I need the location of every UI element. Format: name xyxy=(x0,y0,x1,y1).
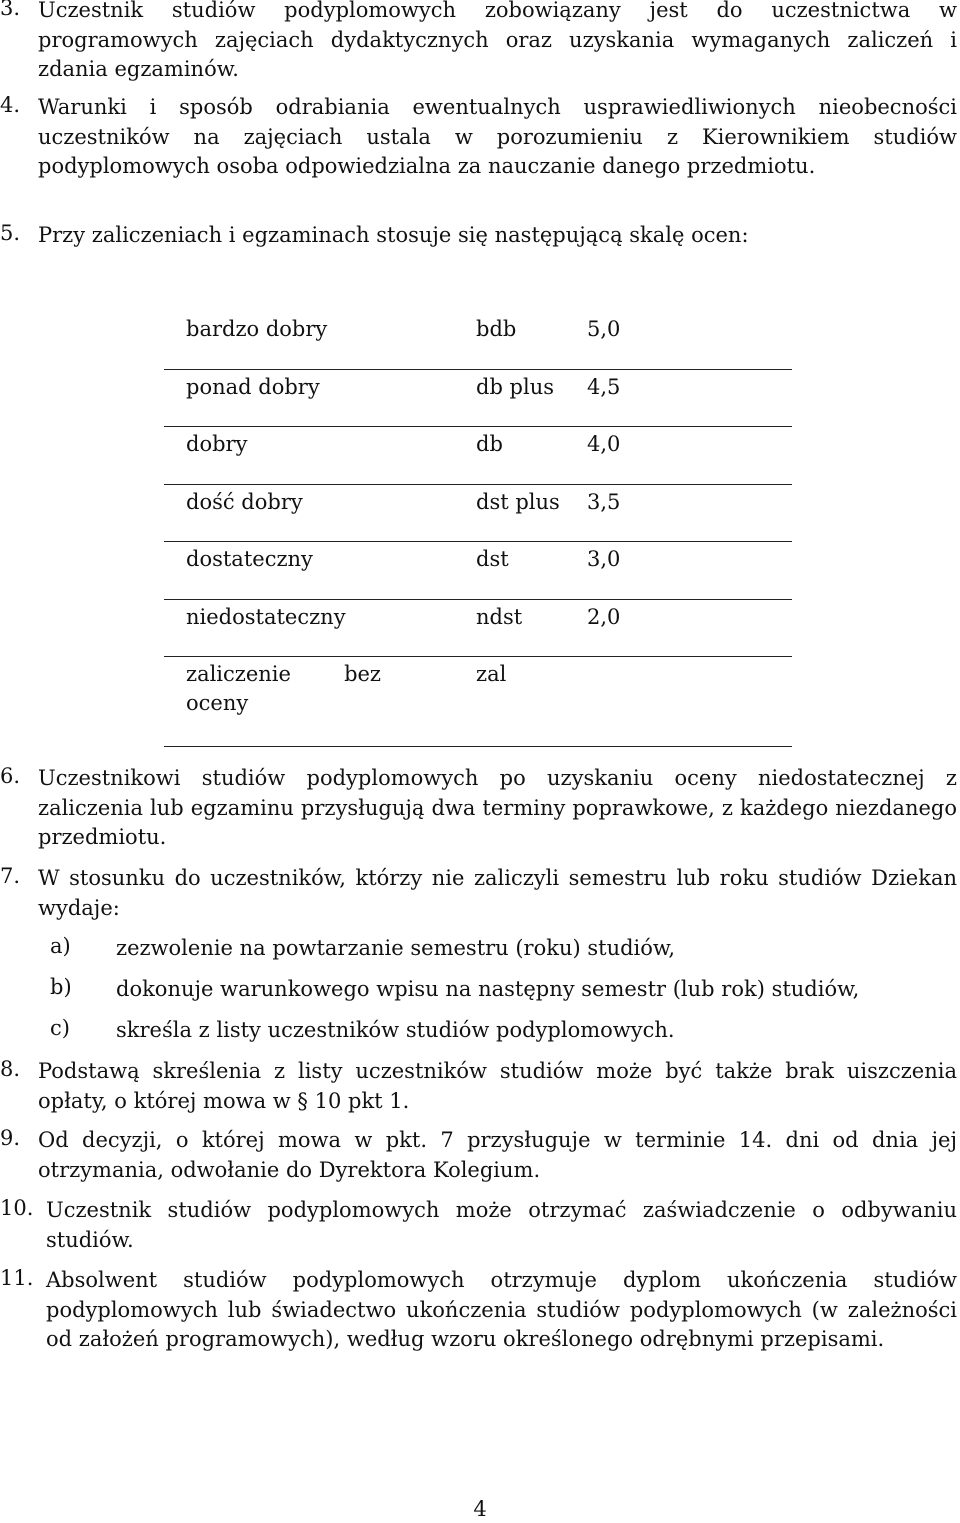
paragraph-number: 4. xyxy=(0,93,21,117)
paragraph-number: 7. xyxy=(0,864,21,888)
table-row xyxy=(164,369,792,427)
table-row xyxy=(164,657,792,747)
grade-name: ponad dobry xyxy=(164,369,456,427)
grade-value: 4,0 xyxy=(581,427,792,485)
grade-name: dobry xyxy=(164,427,456,485)
paragraph-number: 10. xyxy=(0,1196,34,1220)
paragraph-number: 8. xyxy=(0,1057,21,1081)
paragraph-number: 6. xyxy=(0,764,21,788)
grade-value: 2,0 xyxy=(581,599,792,657)
paragraph-6 xyxy=(0,764,957,853)
grade-name xyxy=(164,657,456,747)
grade-value: 3,0 xyxy=(581,542,792,600)
list-text: skreśla z listy uczestników studiów podyplomowych. xyxy=(116,1018,675,1042)
list-label: a) xyxy=(50,934,71,958)
list-label: c) xyxy=(50,1016,70,1040)
table-row xyxy=(164,599,792,657)
grade-abbr: dst xyxy=(456,542,581,600)
table-row xyxy=(164,542,792,600)
paragraph-5 xyxy=(0,221,957,251)
grade-name: dostateczny xyxy=(164,542,456,600)
paragraph-number: 9. xyxy=(0,1126,21,1150)
table-row xyxy=(164,312,792,369)
paragraph-text: Podstawą skreślenia z listy uczestników studiów może być także brak uiszczenia opłaty, o której mowa w § 10 pkt 1. xyxy=(38,1059,957,1113)
grade-name-part: bez xyxy=(344,662,381,686)
table-row xyxy=(164,427,792,485)
paragraph-11 xyxy=(0,1266,957,1355)
list-text: zezwolenie na powtarzanie semestru (roku) studiów, xyxy=(116,936,676,960)
paragraph-text: Uczestnik studiów podyplomowych zobowiązany jest do uczestnictwa w programowych zajęciach dydaktycznych oraz uzyskania wymaganych zaliczeń i zdania egzaminów. xyxy=(38,0,957,81)
paragraph-8 xyxy=(0,1057,957,1116)
paragraph-9 xyxy=(0,1126,957,1185)
page-number: 4 xyxy=(473,1497,487,1521)
table-row xyxy=(164,484,792,542)
grade-abbr: db xyxy=(456,427,581,485)
grade-name: niedostateczny xyxy=(164,599,456,657)
grade-scale-table xyxy=(164,312,792,747)
paragraph-3 xyxy=(0,0,957,85)
paragraph-number: 3. xyxy=(0,0,21,20)
list-item xyxy=(50,934,957,963)
list-item xyxy=(50,975,957,1004)
paragraph-number: 5. xyxy=(0,221,21,245)
grade-abbr: zal xyxy=(456,657,581,747)
paragraph-4 xyxy=(0,93,957,182)
paragraph-text: W stosunku do uczestników, którzy nie zaliczyli semestru lub roku studiów Dziekan wydaje: xyxy=(38,866,957,920)
grade-name-part: zaliczenie xyxy=(186,662,291,686)
paragraph-text: Uczestnik studiów podyplomowych może otrzymać zaświadczenie o odbywaniu studiów. xyxy=(46,1198,957,1252)
grade-abbr: ndst xyxy=(456,599,581,657)
grade-value: 3,5 xyxy=(581,484,792,542)
paragraph-text: Przy zaliczeniach i egzaminach stosuje się następującą skalę ocen: xyxy=(38,223,749,247)
paragraph-text: Absolwent studiów podyplomowych otrzymuje dyplom ukończenia studiów podyplomowych lub świadectwo ukończenia studiów podyplomowych (w zależności od założeń programowych), według wzoru określonego odrębnymi przepisami. xyxy=(46,1268,957,1351)
paragraph-7 xyxy=(0,864,957,923)
paragraph-number: 11. xyxy=(0,1266,34,1290)
grade-name: bardzo dobry xyxy=(164,312,456,369)
grade-abbr: bdb xyxy=(456,312,581,369)
grade-abbr: dst plus xyxy=(456,484,581,542)
list-item xyxy=(50,1016,957,1045)
list-text: dokonuje warunkowego wpisu na następny semestr (lub rok) studiów, xyxy=(116,977,860,1001)
grade-value xyxy=(581,657,792,747)
paragraph-10 xyxy=(0,1196,957,1255)
grade-abbr: db plus xyxy=(456,369,581,427)
paragraph-text: Od decyzji, o której mowa w pkt. 7 przysługuje w terminie 14. dni od dnia jej otrzymania, odwołanie do Dyrektora Kolegium. xyxy=(38,1128,957,1182)
grade-value: 4,5 xyxy=(581,369,792,427)
list-label: b) xyxy=(50,975,72,999)
grade-value: 5,0 xyxy=(581,312,792,369)
grade-name: dość dobry xyxy=(164,484,456,542)
paragraph-text: Uczestnikowi studiów podyplomowych po uzyskaniu oceny niedostatecznej z zaliczenia lub egzaminu przysługują dwa terminy poprawkowe, z każdego niezdanego przedmiotu. xyxy=(38,766,957,849)
paragraph-text: Warunki i sposób odrabiania ewentualnych usprawiedliwionych nieobecności uczestników na zajęciach ustala w porozumieniu z Kierownikiem studiów podyplomowych osoba odpowiedzialna za nauczanie danego przedmiotu. xyxy=(38,95,957,178)
grade-name-part: oceny xyxy=(186,691,249,715)
